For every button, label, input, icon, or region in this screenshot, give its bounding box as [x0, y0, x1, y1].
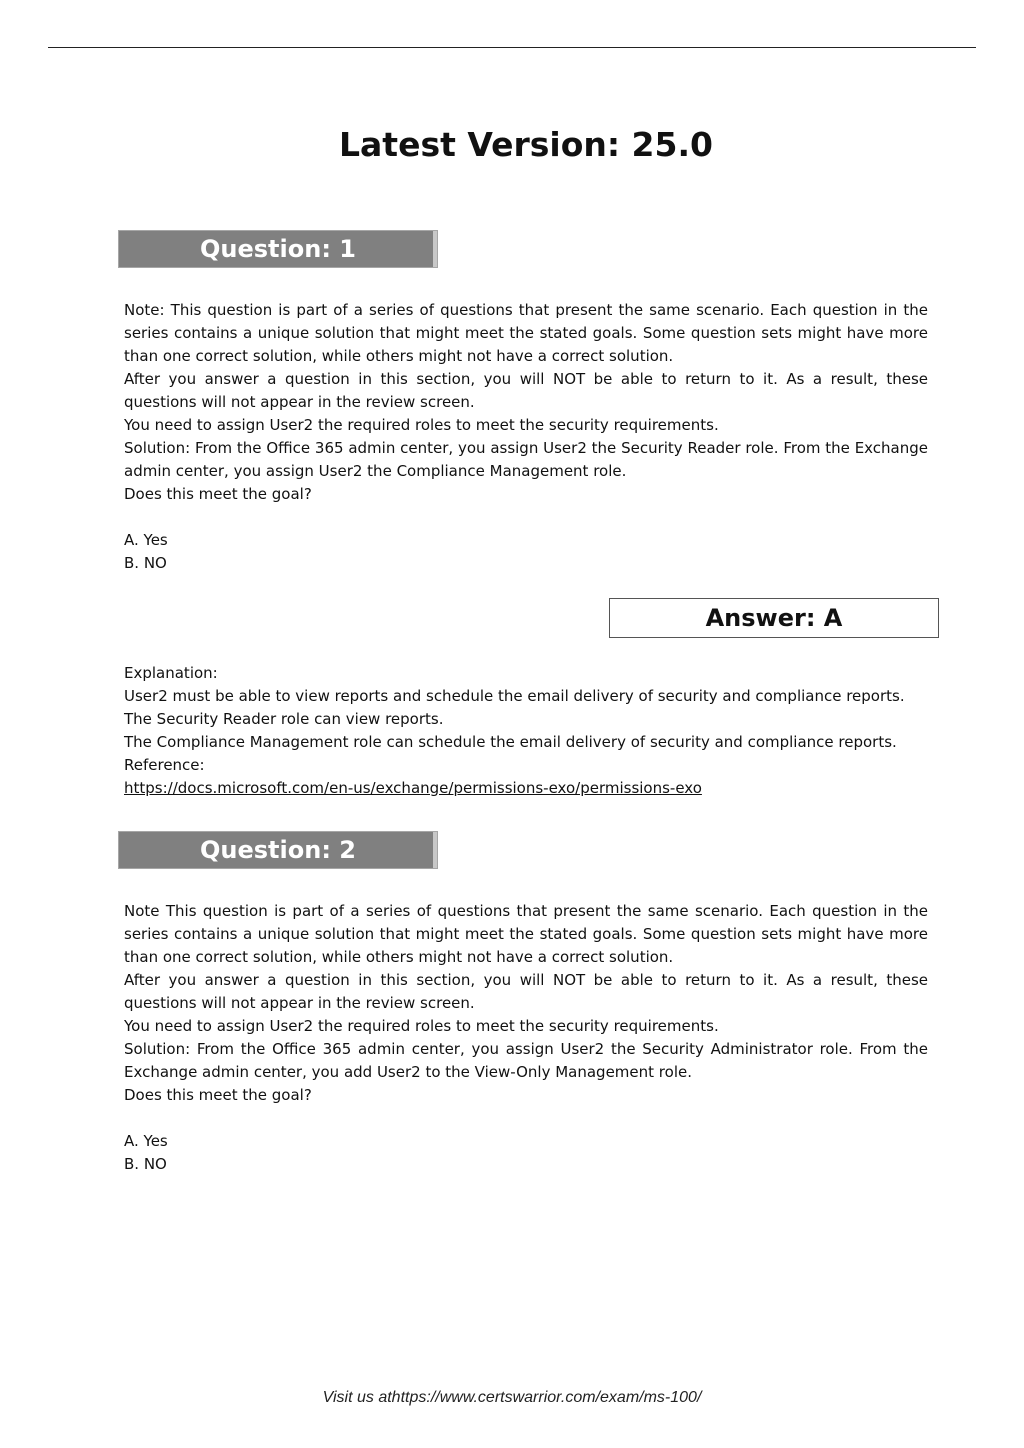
question-paragraph: You need to assign User2 the required roles to meet the security requirements. — [124, 416, 719, 434]
explanation-line: Explanation: — [124, 664, 218, 682]
question-paragraph: You need to assign User2 the required roles to meet the security requirements. — [124, 1017, 719, 1035]
option-a: A. Yes — [124, 531, 168, 549]
question-paragraph: Note This question is part of a series of questions that present the same scenario. Each question in the series contains a unique solution that might meet the stated goals. Some question sets might have more than one correct solution, while others might not have a correct solution. — [124, 902, 928, 966]
option-a: A. Yes — [124, 1132, 168, 1150]
question-1-label: Question: 1 — [200, 235, 356, 263]
question-1-options — [124, 529, 928, 575]
version-title: Latest Version: 25.0 — [339, 125, 713, 164]
question-paragraph: Solution: From the Office 365 admin center, you assign User2 the Security Reader role. From the Exchange admin center, you assign User2 the Compliance Management role. — [124, 439, 928, 480]
question-paragraph: After you answer a question in this section, you will NOT be able to return to it. As a result, these questions will not appear in the review screen. — [124, 971, 928, 1012]
option-b: B. NO — [124, 554, 167, 572]
question-2-options — [124, 1130, 928, 1176]
answer-label: Answer: A — [705, 604, 843, 632]
top-divider — [48, 47, 976, 48]
option-b: B. NO — [124, 1155, 167, 1173]
question-paragraph: Does this meet the goal? — [124, 485, 312, 503]
explanation-line: The Compliance Management role can schedule the email delivery of security and compliance reports. — [124, 733, 897, 751]
reference-link[interactable]: https://docs.microsoft.com/en-us/exchange/permissions-exo/permissions-exo — [124, 779, 702, 797]
question-2-label: Question: 2 — [200, 836, 356, 864]
question-paragraph: Does this meet the goal? — [124, 1086, 312, 1104]
explanation-line: User2 must be able to view reports and schedule the email delivery of security and compliance reports. — [124, 687, 905, 705]
question-paragraph: Note: This question is part of a series of questions that present the same scenario. Each question in the series contains a unique solution that might meet the stated goals. Some question sets might have more than one correct solution, while others might not have a correct solution. — [124, 301, 928, 365]
question-paragraph: After you answer a question in this section, you will NOT be able to return to it. As a result, these questions will not appear in the review screen. — [124, 370, 928, 411]
question-1-body — [124, 299, 928, 575]
question-2-body — [124, 900, 928, 1176]
explanation-line: The Security Reader role can view reports. — [124, 710, 444, 728]
question-paragraph: Solution: From the Office 365 admin center, you assign User2 the Security Administrator role. From the Exchange admin center, you add User2 to the View-Only Management role. — [124, 1040, 928, 1081]
answer-box — [609, 598, 939, 638]
footer-note: Visit us athttps://www.certswarrior.com/exam/ms-100/ — [322, 1389, 702, 1406]
question-1-header — [118, 230, 438, 268]
explanation-line: Reference: — [124, 756, 205, 774]
question-2-header — [118, 831, 438, 869]
explanation-block — [124, 662, 928, 800]
